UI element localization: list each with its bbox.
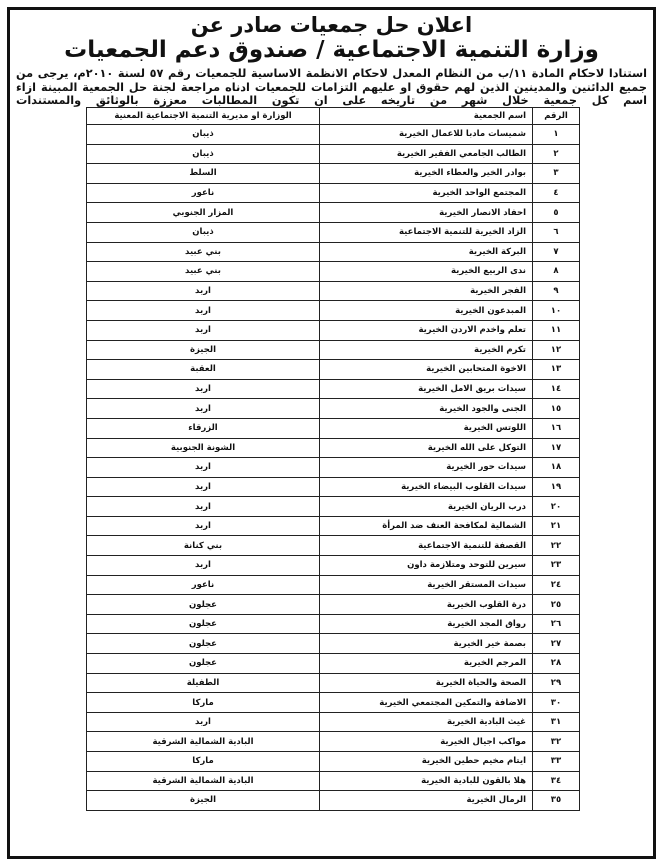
row-directorate: ماركا [87, 693, 320, 713]
table-row [87, 281, 580, 301]
row-number: ١٣ [533, 360, 580, 380]
row-directorate: اربد [87, 320, 320, 340]
row-name: الرمال الخيرية [320, 791, 533, 811]
table-row [87, 634, 580, 654]
table-row [87, 399, 580, 419]
row-directorate: اربد [87, 399, 320, 419]
table-row [87, 418, 580, 438]
row-directorate: بني كنانة [87, 536, 320, 556]
row-directorate: البادية الشمالية الشرقية [87, 732, 320, 752]
table-row [87, 183, 580, 203]
table-row [87, 203, 580, 223]
row-directorate: اربد [87, 712, 320, 732]
row-name: المرجم الخيرية [320, 654, 533, 674]
row-number: ١١ [533, 320, 580, 340]
row-name: تعلم واخدم الاردن الخيرية [320, 320, 533, 340]
row-name: سيدات القلوب البيضاء الخيرية [320, 477, 533, 497]
row-directorate: اربد [87, 281, 320, 301]
row-name: الزاد الخيرية للتنمية الاجتماعية [320, 222, 533, 242]
row-number: ٢٥ [533, 595, 580, 615]
row-directorate: المزار الجنوبي [87, 203, 320, 223]
row-directorate: الجيزة [87, 340, 320, 360]
table-row [87, 654, 580, 674]
row-number: ٢ [533, 144, 580, 164]
row-number: ٩ [533, 281, 580, 301]
row-name: سيرين للتوحد ومتلازمة داون [320, 556, 533, 576]
row-name: القصفة للتنمية الاجتماعية [320, 536, 533, 556]
row-name: تكرم الخيرية [320, 340, 533, 360]
row-name: الاضافة والتمكين المجتمعي الخيرية [320, 693, 533, 713]
row-number: ١٥ [533, 399, 580, 419]
row-directorate: السلط [87, 164, 320, 184]
row-number: ٢٦ [533, 614, 580, 634]
table-row [87, 222, 580, 242]
row-name: الاخوة المتحابين الخيرية [320, 360, 533, 380]
row-number: ٢٤ [533, 575, 580, 595]
row-name: الجنى والجود الخيرية [320, 399, 533, 419]
row-name: اللوتس الخيرية [320, 418, 533, 438]
row-number: ١٤ [533, 379, 580, 399]
row-directorate: بني عبيد [87, 262, 320, 282]
row-directorate: اربد [87, 556, 320, 576]
row-name: سيدات حور الخيرية [320, 458, 533, 478]
row-name: رواق المجد الخيرية [320, 614, 533, 634]
row-name: غيث البادية الخيرية [320, 712, 533, 732]
row-name: الفجر الخيرية [320, 281, 533, 301]
table-row [87, 379, 580, 399]
table-row [87, 144, 580, 164]
row-number: ١٩ [533, 477, 580, 497]
row-directorate: عجلون [87, 654, 320, 674]
row-directorate: اربد [87, 516, 320, 536]
row-name: المجتمع الواحد الخيرية [320, 183, 533, 203]
table-row [87, 595, 580, 615]
row-directorate: الطفيلة [87, 673, 320, 693]
table-row [87, 673, 580, 693]
row-number: ٣١ [533, 712, 580, 732]
row-directorate: اربد [87, 458, 320, 478]
table-row [87, 712, 580, 732]
notice-subtitle: وزارة التنمية الاجتماعية / صندوق دعم الجمعيات [64, 37, 599, 63]
row-name: احفاد الانصار الخيرية [320, 203, 533, 223]
row-directorate: ذيبان [87, 222, 320, 242]
row-name: شميسات مادبا للاعمال الخيرية [320, 125, 533, 145]
row-directorate: ناعور [87, 183, 320, 203]
table-row [87, 497, 580, 517]
row-directorate: عجلون [87, 634, 320, 654]
row-number: ٢٢ [533, 536, 580, 556]
table-row [87, 125, 580, 145]
row-number: ١٨ [533, 458, 580, 478]
row-directorate: ماركا [87, 752, 320, 772]
row-directorate: ذيبان [87, 125, 320, 145]
notice-title: اعلان حل جمعيات صادر عن [190, 13, 473, 37]
row-directorate: الزرقاء [87, 418, 320, 438]
row-number: ١٢ [533, 340, 580, 360]
row-name: الطالب الجامعي الفقير الخيرية [320, 144, 533, 164]
row-number: ١٦ [533, 418, 580, 438]
row-name: ايتام مخيم حطين الخيرية [320, 752, 533, 772]
row-name: التوكل على الله الخيرية [320, 438, 533, 458]
row-name: هلا بالقون للبادية الخيرية [320, 771, 533, 791]
row-number: ٣٤ [533, 771, 580, 791]
notice-body: استنادا لاحكام المادة ١١/ب من النظام المعدل لاحكام الانظمة الاساسية للجمعيات رقم ٥٧ لسنة ٢٠١٠م، يرجى من جميع الدائنين والمدينين الذين لهم حقوق او عليهم التزامات للجمعيات ادناه مراجعة لجنة حل الجمعية المبينة ازاء اسم كل جمعية خلال شهر من تاريخه على ان تكون المطالبات معززة بالوثائق والمستندات [16, 67, 647, 107]
table-row [87, 340, 580, 360]
row-directorate: عجلون [87, 614, 320, 634]
row-number: ٢٠ [533, 497, 580, 517]
row-directorate: العقبة [87, 360, 320, 380]
row-number: ٣ [533, 164, 580, 184]
table-row [87, 693, 580, 713]
row-name: درب الريان الخيرية [320, 497, 533, 517]
row-number: ٣٢ [533, 732, 580, 752]
row-name: سيدات المستقر الخيرية [320, 575, 533, 595]
row-name: المبدعون الخيرية [320, 301, 533, 321]
row-number: ٣٣ [533, 752, 580, 772]
header-number: الرقم [533, 108, 580, 125]
row-number: ٢٩ [533, 673, 580, 693]
row-name: مواكب اجيال الخيرية [320, 732, 533, 752]
row-name: الشمالية لمكافحة العنف ضد المرأة [320, 516, 533, 536]
table-row [87, 575, 580, 595]
row-name: بصمة خير الخيرية [320, 634, 533, 654]
row-number: ١٧ [533, 438, 580, 458]
row-name: الصحة والحياة الخيرية [320, 673, 533, 693]
row-number: ٧ [533, 242, 580, 262]
row-directorate: اربد [87, 379, 320, 399]
notice-frame [7, 7, 656, 859]
row-name: ندى الربيع الخيرية [320, 262, 533, 282]
row-directorate: اربد [87, 497, 320, 517]
table-row [87, 614, 580, 634]
row-number: ٨ [533, 262, 580, 282]
row-number: ٢١ [533, 516, 580, 536]
row-directorate: عجلون [87, 595, 320, 615]
row-number: ٦ [533, 222, 580, 242]
row-number: ٢٣ [533, 556, 580, 576]
row-name: درة القلوب الخيرية [320, 595, 533, 615]
header-directorate: الوزارة او مديرية التنمية الاجتماعية المعنية [87, 108, 320, 125]
associations-table [86, 107, 580, 811]
row-name: بوادر الخير والعطاء الخيرية [320, 164, 533, 184]
table-row [87, 458, 580, 478]
row-directorate: الشونة الجنوبية [87, 438, 320, 458]
table-row [87, 242, 580, 262]
row-directorate: ذيبان [87, 144, 320, 164]
table-row [87, 556, 580, 576]
table-row [87, 477, 580, 497]
row-name: البركة الخيرية [320, 242, 533, 262]
table-row [87, 732, 580, 752]
row-number: ٤ [533, 183, 580, 203]
table-row [87, 536, 580, 556]
row-number: ٥ [533, 203, 580, 223]
table-header-row [87, 108, 580, 125]
row-directorate: الجيزة [87, 791, 320, 811]
row-directorate: اربد [87, 301, 320, 321]
table-row [87, 752, 580, 772]
row-name: سيدات بريق الامل الخيرية [320, 379, 533, 399]
row-directorate: بني عبيد [87, 242, 320, 262]
header-name: اسم الجمعية [320, 108, 533, 125]
row-directorate: البادية الشمالية الشرقية [87, 771, 320, 791]
row-number: ٢٧ [533, 634, 580, 654]
table-row [87, 262, 580, 282]
row-number: ١٠ [533, 301, 580, 321]
table-row [87, 771, 580, 791]
row-number: ٢٨ [533, 654, 580, 674]
row-number: ١ [533, 125, 580, 145]
table-row [87, 360, 580, 380]
row-number: ٣٥ [533, 791, 580, 811]
table-row [87, 791, 580, 811]
row-number: ٣٠ [533, 693, 580, 713]
table-row [87, 320, 580, 340]
table-row [87, 301, 580, 321]
table-row [87, 516, 580, 536]
table-row [87, 438, 580, 458]
table-row [87, 164, 580, 184]
row-directorate: اربد [87, 477, 320, 497]
row-directorate: ناعور [87, 575, 320, 595]
